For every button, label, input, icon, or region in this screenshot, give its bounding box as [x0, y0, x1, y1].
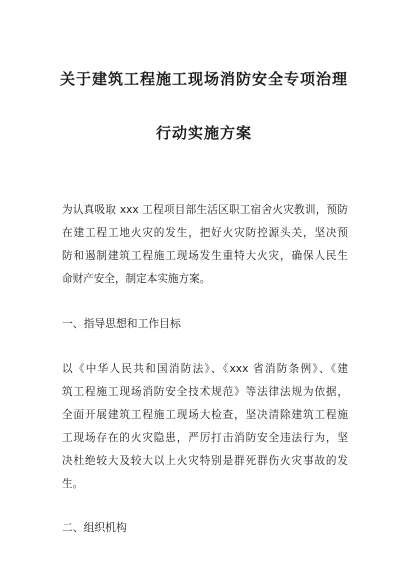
section-1-line: 工现场存在的火灾隐患，严厉打击消防安全违法行为，坚: [62, 432, 348, 444]
section-1-line: 生。: [62, 478, 84, 490]
section-1-line: 全面开展建筑工程施工现场大检查，坚决清除建筑工程施: [62, 409, 348, 421]
section-1-line: 筑工程施工现场消防安全技术规范》等法律法规为依据，: [62, 386, 348, 398]
intro-line: 防和遏制建筑工程施工现场发生重特大火灾，确保人民生: [62, 250, 348, 262]
section-1-line: 决杜绝较大及较大以上火灾特别是群死群伤火灾事故的发: [62, 455, 348, 467]
section-1-heading: 一、指导思想和工作目标: [62, 317, 181, 330]
intro-line: 命财产安全，制定本实施方案。: [62, 273, 211, 285]
document-title-line-2: 行动实施方案: [155, 124, 252, 142]
section-1-line: 以《中华人民共和国消防法》、《xxx 省消防条例》、《建: [62, 363, 348, 375]
section-2-heading: 二、组织机构: [62, 521, 127, 534]
intro-line: 为认真吸取 xxx 工程项目部生活区职工宿舍火灾教训，预防: [62, 204, 348, 216]
intro-line: 在建工程工地火灾的发生，把好火灾防控源头关，坚决预: [62, 227, 348, 239]
document-title-line-1: 关于建筑工程施工现场消防安全专项治理: [59, 70, 348, 88]
